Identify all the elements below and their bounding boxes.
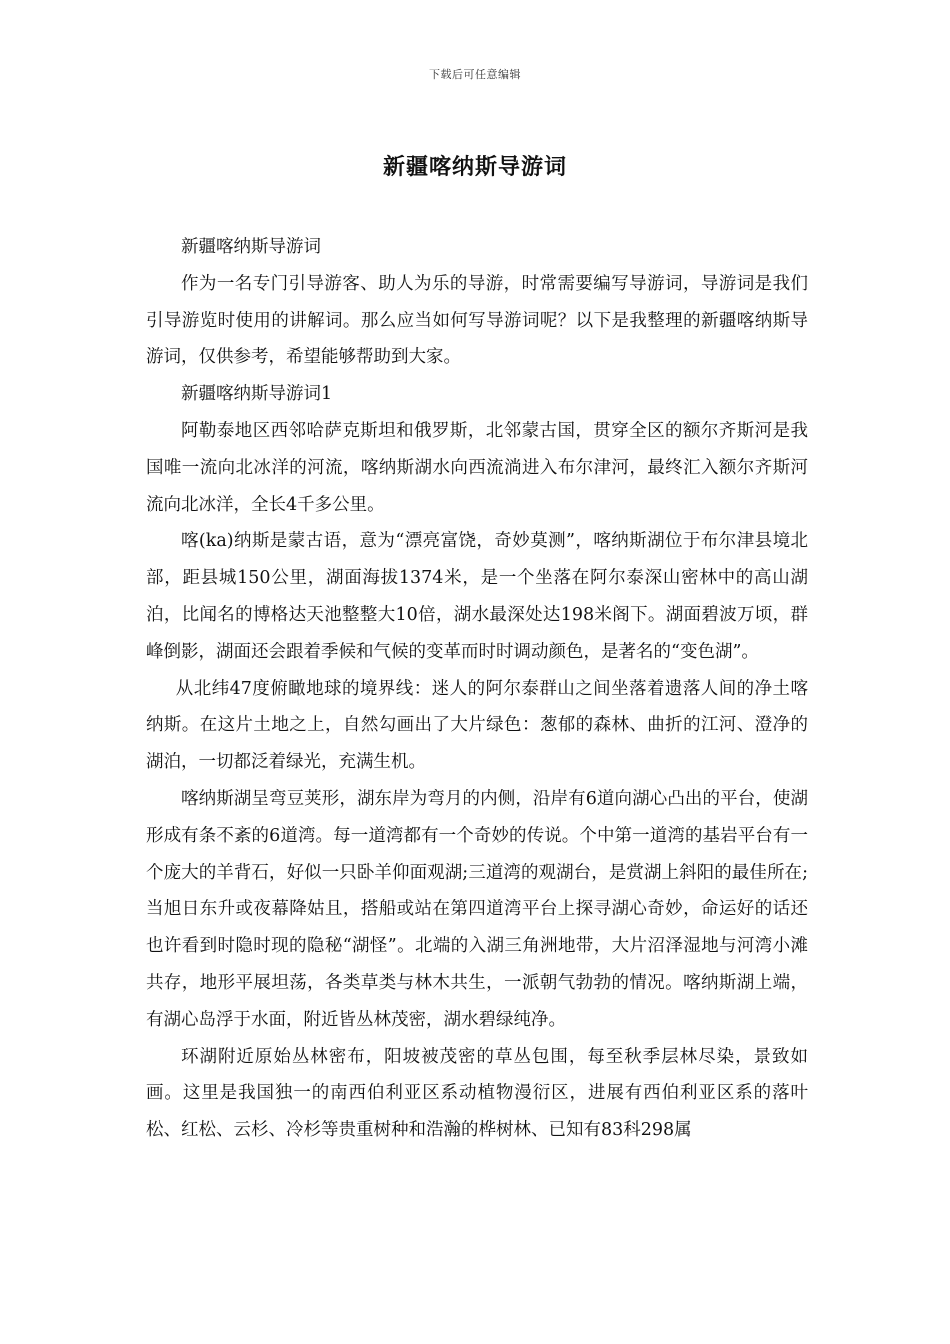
paragraph-section-heading: 新疆喀纳斯导游词1 (181, 384, 333, 405)
paragraph-altay-region: 阿勒泰地区西邻哈萨克斯坦和俄罗斯，北邻蒙古国，贯穿全区的额尔齐斯河是我国唯一流向北冰洋的河流，喀纳斯湖水向西流淌进入布尔津河，最终汇入额尔齐斯河流向北冰洋，全长4千多公里。 (146, 420, 808, 515)
paragraph-subtitle: 新疆喀纳斯导游词 (181, 237, 321, 257)
paragraph-six-bays: 喀纳斯湖呈弯豆荚形，湖东岸为弯月的内侧，沿岸有6道向湖心凸出的平台，使湖形成有条不紊的6道湾。每一道湾都有一个奇妙的传说。个中第一道湾的基岩平台有一个庞大的羊背石，好似一只卧羊仰面观湖;三道湾的观湖台，是赏湖上斜阳的最佳所在;当旭日东升或夜幕降姑且，搭船或站在第四道湾平台上探寻湖心奇妙，命运好的话还也许看到时隐时现的隐秘“湖怪”。北端的入湖三角洲地带，大片沼泽湿地与河湾小滩共存，地形平展坦荡，各类草类与林木共生，一派朝气勃勃的情况。喀纳斯湖上端，有湖心岛浮于水面，附近皆丛林茂密，湖水碧绿纯净。 (146, 788, 808, 1030)
document-title: 新疆喀纳斯导游词 (382, 154, 567, 180)
paragraph-intro: 作为一名专门引导游客、助人为乐的导游，时常需要编写导游词，导游词是我们引导游览时使用的讲解词。那么应当如何写导游词呢？以下是我整理的新疆喀纳斯导游词，仅供参考，希望能够帮助到大家。 (146, 273, 808, 368)
header-note: 下载后可任意编辑 (429, 68, 521, 81)
paragraph-kanas-lake: 喀(ka)纳斯是蒙古语，意为“漂亮富饶，奇妙莫测”，喀纳斯湖位于布尔津县境北部，距县城150公里，湖面海拔1374米，是一个坐落在阿尔泰深山密林中的高山湖泊，比闻名的博格达天池整整大10倍，湖水最深处达198米阁下。湖面碧波万顷，群峰倒影，湖面还会跟着季候和气候的变革而时时调动颜色，是著名的“变色湖”。 (146, 531, 808, 662)
paragraph-latitude: 从北纬47度俯瞰地球的境界线：迷人的阿尔泰群山之间坐落着遗落人间的净土喀纳斯。在这片土地之上，自然勾画出了大片绿色：葱郁的森林、曲折的江河、澄净的湖泊，一切都泛着绿光，充满生机。 (146, 678, 808, 773)
document-body (146, 229, 808, 1149)
paragraph-forests: 环湖附近原始丛林密布，阳坡被茂密的草丛包围，每至秋季层林尽染，景致如画。这里是我国独一的南西伯利亚区系动植物漫衍区，进展有西伯利亚区系的落叶松、红松、云杉、冷杉等贵重树种和浩瀚的桦树林、已知有83科298属 (146, 1046, 808, 1141)
